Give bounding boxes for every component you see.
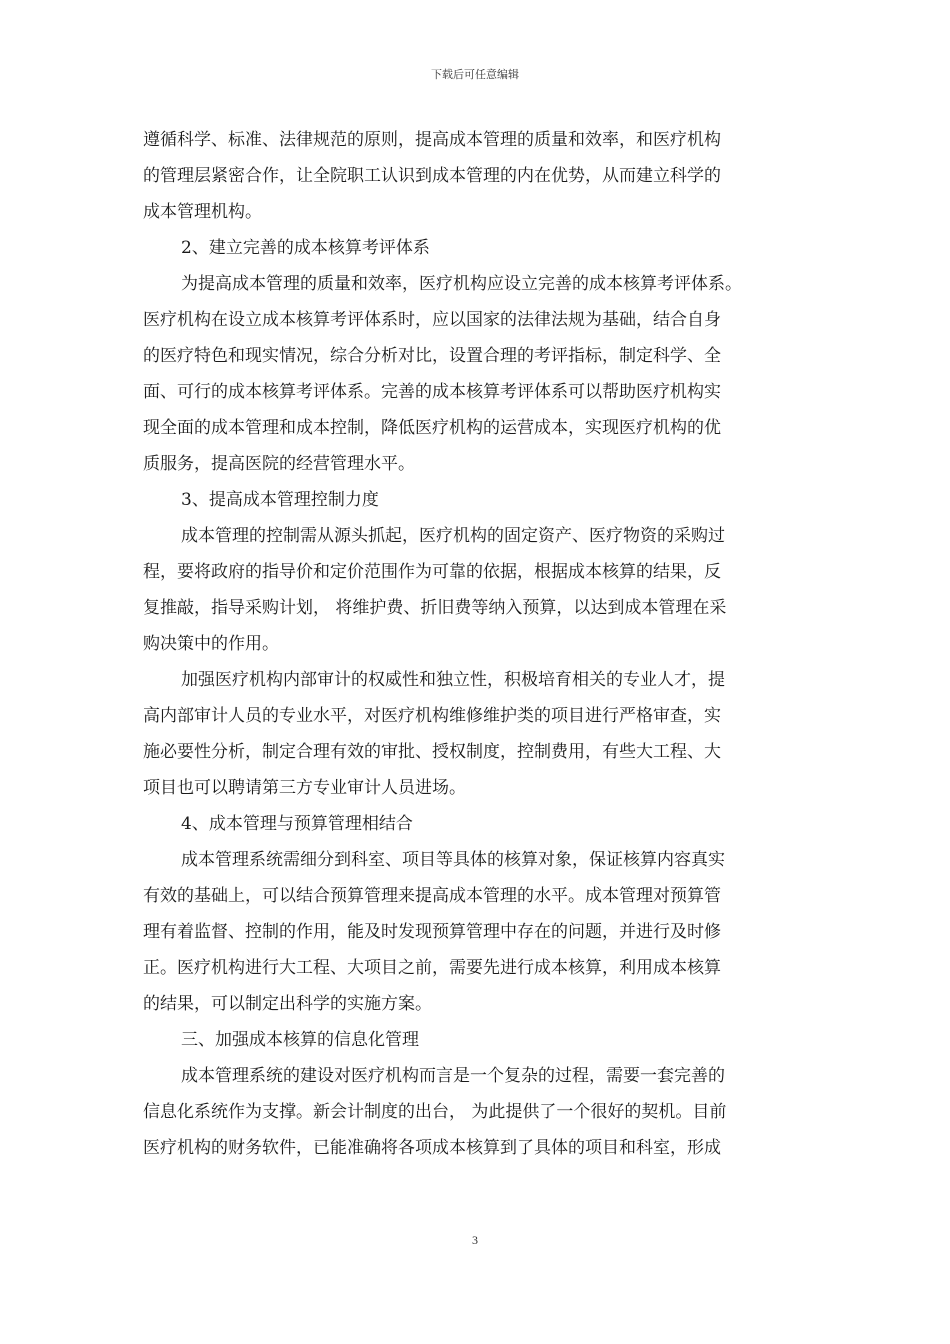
text-line: 施必要性分析，制定合理有效的审批、授权制度，控制费用，有些大工程、大 xyxy=(143,742,721,762)
text-line: 高内部审计人员的专业水平，对医疗机构维修维护类的项目进行严格审查，实 xyxy=(143,706,721,726)
text-line: 成本管理的控制需从源头抓起，医疗机构的固定资产、医疗物资的采购过 xyxy=(181,526,725,546)
document-body xyxy=(143,122,807,1166)
text-line: 2、建立完善的成本核算考评体系 xyxy=(181,238,430,258)
text-line: 成本管理系统的建设对医疗机构而言是一个复杂的过程，需要一套完善的 xyxy=(181,1066,725,1086)
text-line: 3、提高成本管理控制力度 xyxy=(181,490,379,510)
text-line: 项目也可以聘请第三方专业审计人员进场。 xyxy=(143,778,466,798)
text-line: 医疗机构在设立成本核算考评体系时，应以国家的法律法规为基础，结合自身 xyxy=(143,310,721,330)
text-line: 现全面的成本管理和成本控制，降低医疗机构的运营成本，实现医疗机构的优 xyxy=(143,418,721,438)
text-line: 面、可行的成本核算考评体系。完善的成本核算考评体系可以帮助医疗机构实 xyxy=(143,382,721,402)
text-line: 正。医疗机构进行大工程、大项目之前，需要先进行成本核算，利用成本核算 xyxy=(143,958,721,978)
text-line: 成本管理系统需细分到科室、项目等具体的核算对象，保证核算内容真实 xyxy=(181,850,725,870)
text-line: 4、成本管理与预算管理相结合 xyxy=(181,814,413,834)
text-line: 三、加强成本核算的信息化管理 xyxy=(181,1030,419,1050)
text-line: 信息化系统作为支撑。新会计制度的出台， 为此提供了一个很好的契机。目前 xyxy=(143,1102,727,1122)
text-line: 有效的基础上，可以结合预算管理来提高成本管理的水平。成本管理对预算管 xyxy=(143,886,721,906)
text-line: 的医疗特色和现实情况，综合分析对比，设置合理的考评指标，制定科学、全 xyxy=(143,346,721,366)
text-line: 医疗机构的财务软件，已能准确将各项成本核算到了具体的项目和科室，形成 xyxy=(143,1138,721,1158)
text-line: 购决策中的作用。 xyxy=(143,634,279,654)
text-line: 成本管理机构。 xyxy=(143,202,262,222)
text-line: 质服务，提高医院的经营管理水平。 xyxy=(143,454,415,474)
text-line: 的管理层紧密合作，让全院职工认识到成本管理的内在优势，从而建立科学的 xyxy=(143,166,721,186)
page-header: 下载后可任意编辑 xyxy=(431,68,519,81)
text-line: 理有着监督、控制的作用，能及时发现预算管理中存在的问题，并进行及时修 xyxy=(143,922,721,942)
text-line: 为提高成本管理的质量和效率，医疗机构应设立完善的成本核算考评体系。 xyxy=(181,274,742,294)
text-line: 加强医疗机构内部审计的权威性和独立性，积极培育相关的专业人才，提 xyxy=(181,670,725,690)
page-number: 3 xyxy=(472,1233,478,1247)
text-line: 程，要将政府的指导价和定价范围作为可靠的依据，根据成本核算的结果，反 xyxy=(143,562,721,582)
text-line: 的结果，可以制定出科学的实施方案。 xyxy=(143,994,432,1014)
text-line: 遵循科学、标准、法律规范的原则，提高成本管理的质量和效率，和医疗机构 xyxy=(143,130,721,150)
text-line: 复推敲，指导采购计划， 将维护费、折旧费等纳入预算，以达到成本管理在采 xyxy=(143,598,727,618)
